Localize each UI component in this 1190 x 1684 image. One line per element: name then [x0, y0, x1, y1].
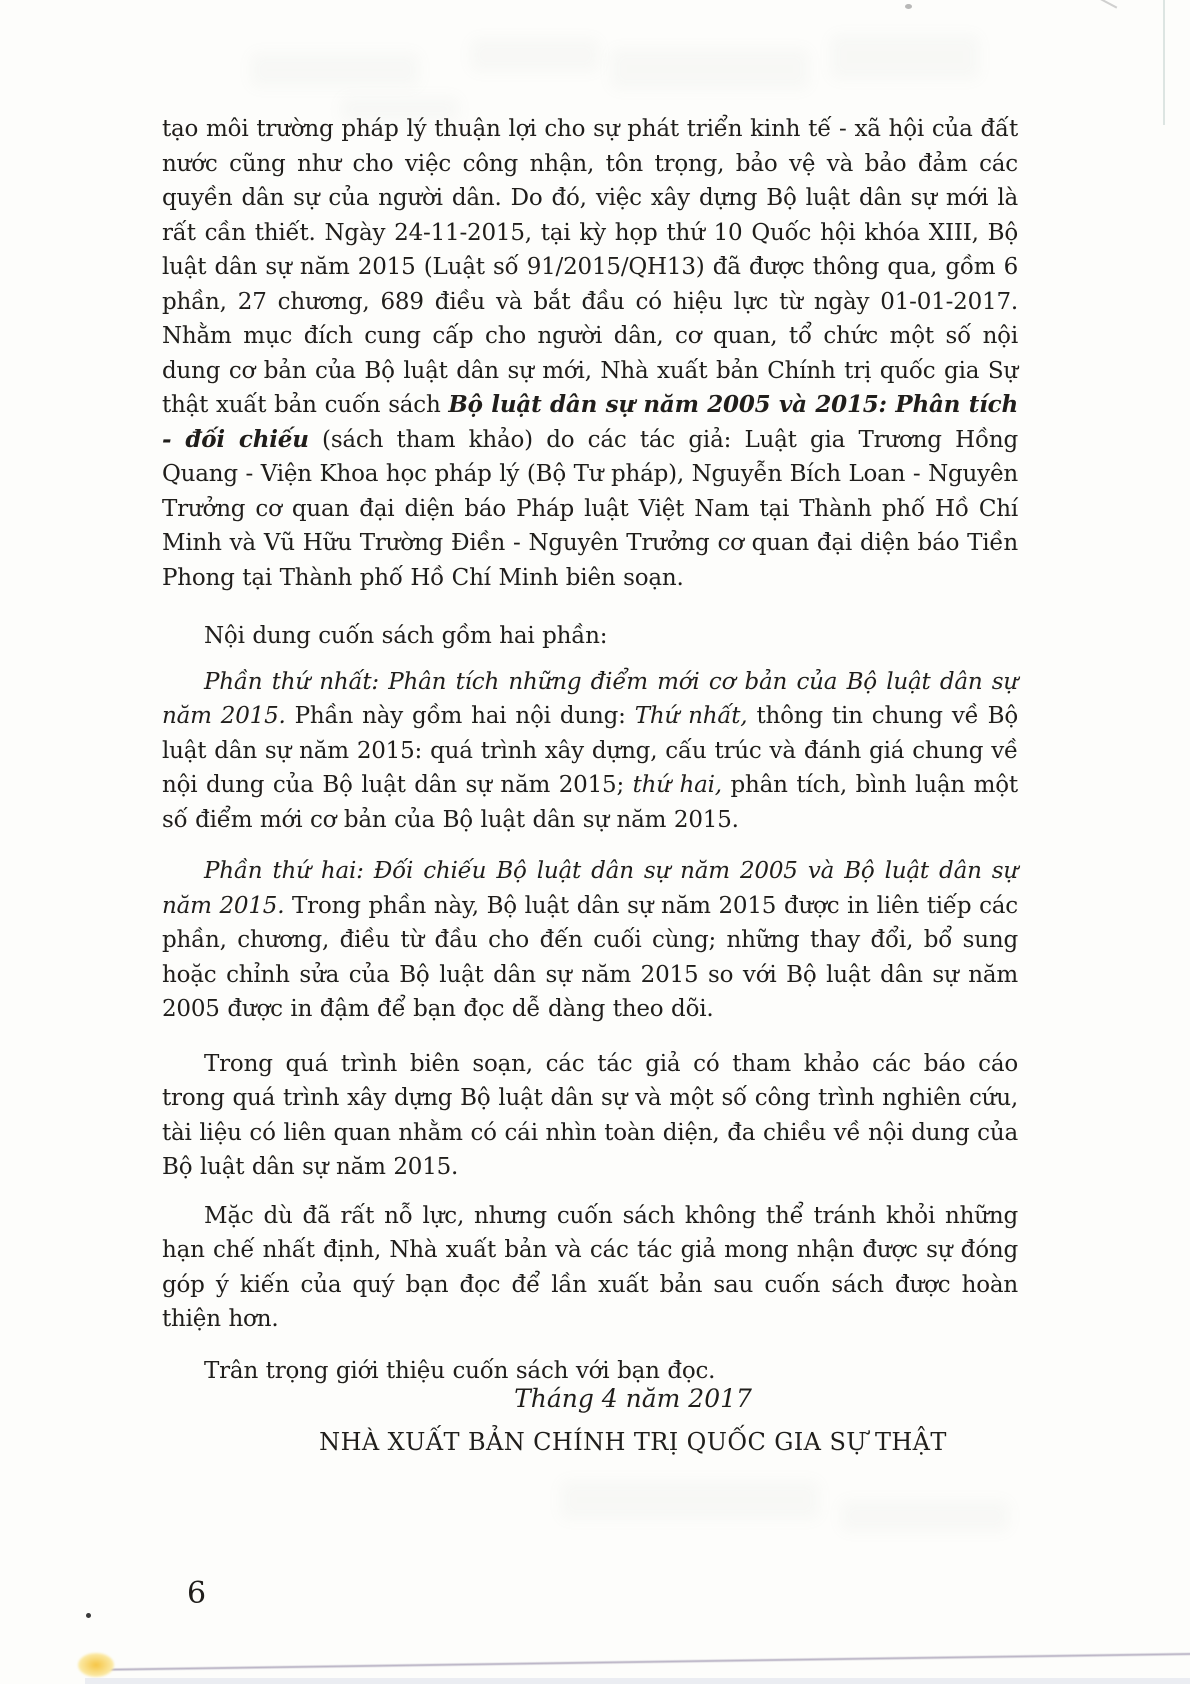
text-run: Nội dung cuốn sách gồm hai phần: — [204, 623, 608, 649]
text-run: thứ hai, — [632, 772, 722, 798]
text-run: Thứ nhất, — [634, 703, 748, 729]
bleed-through-ghost — [610, 48, 810, 90]
signature-block — [163, 1384, 1103, 1458]
text-run: Trong phần này, Bộ luật dân sự năm 2015 được in liên tiếp các phần, chương, điều từ đầu cho đến cuối cùng; những thay đổi, bổ sung hoặc chỉnh sửa của Bộ luật dân sự năm 2015 so với Bộ luật dân sự năm 2005 được in đậm để bạn đọc dễ dàng theo dõi. — [162, 892, 1018, 1022]
paragraph-references — [162, 1047, 1018, 1185]
paragraph-part-one — [162, 665, 1018, 838]
page-number: 6 — [187, 1576, 207, 1611]
text-run: Trong quá trình biên soạn, các tác giả có tham khảo các báo cáo trong quá trình xây dựng Bộ luật dân sự và một số công trình nghiên cứu, tài liệu có liên quan nhằm có cái nhìn toàn diện, đa chiều về nội dung của Bộ luật dân sự năm 2015. — [162, 1050, 1018, 1180]
text-run: Phần thứ hai: Đối chiếu Bộ luật dân sự năm 2005 và Bộ luật dân sự năm 2015. — [162, 858, 1018, 919]
date-line: Tháng 4 năm 2017 — [514, 1384, 752, 1413]
bleed-through-ghost — [250, 52, 420, 88]
text-run: Phần thứ nhất: Phân tích những điểm mới cơ bản của Bộ luật dân sự năm 2015. — [162, 668, 1018, 729]
text-run: Bộ luật dân sự năm 2005 và 2015: Phân tích - đối chiếu — [162, 391, 1018, 453]
text-run: Trân trọng giới thiệu cuốn sách với bạn đọc. — [204, 1357, 716, 1384]
text-block — [162, 112, 1018, 1388]
paragraph-intro — [162, 112, 1018, 595]
text-run: Mặc dù đã rất nỗ lực, nhưng cuốn sách không thể tránh khỏi những hạn chế nhất định, Nhà xuất bản và các tác giả mong nhận được sự đóng góp ý kiến của quý bạn đọc để lần xuất bản sau cuốn sách được hoàn thiện hơn. — [162, 1202, 1018, 1332]
text-run: tạo môi trường pháp lý thuận lợi cho sự phát triển kinh tế - xã hội của đất nước cũng như cho việc công nhận, tôn trọng, bảo vệ và bảo đảm các quyền dân sự của người dân. Do đó, việc xây dựng Bộ luật dân sự mới là rất cần thiết. Ngày 24-11-2015, tại kỳ họp thứ 10 Quốc hội khóa XIII, Bộ luật dân sự năm 2015 (Luật số 91/2015/QH13) đã được thông qua, gồm 6 phần, 27 chương, 689 điều và bắt đầu có hiệu lực từ ngày 01-01-2017. Nhằm mục đích cung cấp cho người dân, cơ quan, tổ chức một số nội dung cơ bản của Bộ luật dân sự mới, Nhà xuất bản Chính trị quốc gia Sự thật xuất bản cuốn sách — [162, 116, 1018, 418]
text-run: Phần này gồm hai nội dung: — [285, 703, 635, 729]
scan-edge-line — [1163, 0, 1165, 125]
bleed-through-ghost — [830, 34, 980, 80]
paragraph-contents-lead — [162, 619, 1018, 654]
ink-fleck — [86, 1613, 91, 1618]
corner-tick-mark — [1099, 0, 1118, 9]
text-run: (sách tham khảo) do các tác giả: Luật gia Trương Hồng Quang - Viện Khoa học pháp lý (Bộ Tư pháp), Nguyễn Bích Loan - Nguyên Trưởng cơ quan đại diện báo Pháp luật Việt Nam tại Thành phố Hồ Chí Minh và Vũ Hữu Trường Điền - Nguyên Trưởng cơ quan đại diện báo Tiền Phong tại Thành phố Hồ Chí Minh biên soạn. — [162, 426, 1018, 591]
page-curl-edge-line — [85, 1653, 1190, 1671]
bleed-through-ghost — [560, 1480, 820, 1520]
paragraph-part-two — [162, 854, 1018, 1027]
paragraph-closing — [162, 1354, 1018, 1389]
text-run: phân tích, bình luận một số điểm mới cơ bản của Bộ luật dân sự năm 2015. — [162, 772, 1018, 833]
publisher-name: NHÀ XUẤT BẢN CHÍNH TRỊ QUỐC GIA SỰ THẬT — [319, 1428, 947, 1456]
yellow-stain-mark — [78, 1653, 114, 1677]
scan-bottom-strip — [85, 1678, 1190, 1684]
text-run: thông tin chung về Bộ luật dân sự năm 2015: quá trình xây dựng, cấu trúc và đánh giá chung về nội dung của Bộ luật dân sự năm 2015; — [162, 703, 1018, 798]
bleed-through-ghost — [470, 38, 600, 72]
paragraph-apology — [162, 1199, 1018, 1337]
bleed-through-ghost — [840, 1500, 1010, 1532]
dust-speck — [905, 4, 912, 9]
